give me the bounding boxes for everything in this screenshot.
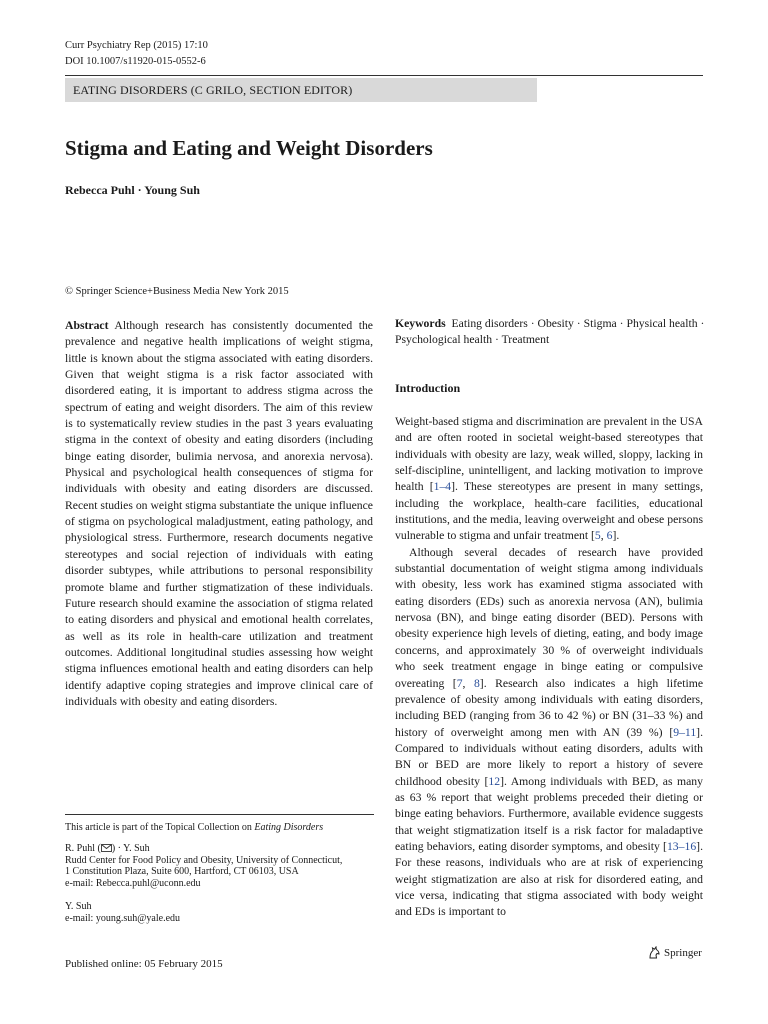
introduction-heading: Introduction xyxy=(395,381,461,395)
corresponding-authors: R. Puhl ( ) · Y. Suh xyxy=(65,843,150,854)
topical-collection-note: This article is part of the Topical Collection on Eating Disorders xyxy=(65,822,324,833)
published-date: Published online: 05 February 2015 xyxy=(65,958,223,970)
reference-link[interactable]: 13–16 xyxy=(666,839,697,853)
second-author-name: Y. Suh xyxy=(65,901,92,912)
keywords-text: Eating disorders · Obesity · Stigma · Physical health · Psychological health · Treatment xyxy=(395,317,705,346)
section-label: EATING DISORDERS (C GRILO, SECTION EDITOR) xyxy=(65,78,537,102)
reference-link[interactable]: 12 xyxy=(488,774,501,788)
footnote-rule xyxy=(65,814,374,815)
collection-name: Eating Disorders xyxy=(254,822,324,833)
springer-horse-icon xyxy=(648,946,661,959)
keywords-label: Keywords xyxy=(395,317,446,330)
springer-logo xyxy=(648,946,702,959)
correspondence xyxy=(65,843,375,889)
keywords xyxy=(395,316,705,347)
copyright-notice: © Springer Science+Business Media New York 2015 xyxy=(65,286,289,297)
journal-citation: Curr Psychiatry Rep (2015) 17:10 xyxy=(65,40,208,51)
email-suh[interactable]: e-mail: young.suh@yale.edu xyxy=(65,912,181,924)
springer-wordmark: Springer xyxy=(664,946,702,959)
affiliation-line-1: Rudd Center for Food Policy and Obesity, University of Connecticut, xyxy=(65,854,343,866)
reference-link[interactable]: 8 xyxy=(473,676,480,690)
abstract-label: Abstract xyxy=(65,319,109,332)
doi: DOI 10.1007/s11920-015-0552-6 xyxy=(65,56,206,67)
introduction-paragraph-2: Although several decades of research have provided substantial documentation of weight stigma among individuals with obesity, less work has examined stigma associated with eating disorders (EDs) such as anorexia nervosa (AN), bulimia nervosa (BN), and binge eating disorder (BED). Persons with obesity experience high levels of dieting, eating, and body image concerns, and approximately 30 % of overweight individuals who seek treatment engage in binge eating or compulsive overeating [7, 8]. Research also indicates a high lifetime prevalence of obesity among individuals with eating disorders, including BED (ranging from 36 to 42 %) or BN (31–33 %) and history of overweight among men with AN (39 %) [9–11]. Compared to individuals without eating disorders, adults with BN or BED are more likely to report a history of severe childhood obesity [12]. Among individuals with BED, as many as 63 % report that weight problems preceded their dieting or binge eating behaviors. Furthermore, available evidence suggests that weight stigmatization itself is a risk factor for maladaptive eating behaviors, eating disorder symptoms, and obesity [13–16]. For these reasons, individuals who are at risk of experiencing weight stigmatization are also at risk for disordered eating, and vice versa, indicating that stigma associated with body weight and EDs is important to xyxy=(395,545,704,919)
reference-link[interactable]: 1–4 xyxy=(433,480,452,494)
second-author-block xyxy=(65,901,375,924)
article-title: Stigma and Eating and Weight Disorders xyxy=(65,136,433,160)
article-authors: Rebecca Puhl · Young Suh xyxy=(65,183,200,197)
introduction-paragraph-1: Weight-based stigma and discrimination are prevalent in the USA and are often rooted in societal weight-based stereotypes that individuals with obesity are lazy, weak willed, sloppy, lacking in self-discipline, unintelligent, and lacking motivation to improve health [1–4]. These stereotypes are present in many settings, including the workplace, health-care facilities, educational institutions, and the media, leaving overweight and obese persons vulnerable to stigma and unfair treatment [5, 6]. xyxy=(395,415,704,543)
affiliation-line-2: 1 Constitution Plaza, Suite 600, Hartford, CT 06103, USA xyxy=(65,866,299,878)
header-rule xyxy=(65,75,703,76)
envelope-icon xyxy=(101,844,112,852)
abstract xyxy=(65,318,373,710)
reference-link[interactable]: 5 xyxy=(594,529,601,543)
reference-link[interactable]: 9–11 xyxy=(673,725,697,739)
abstract-text: Although research has consistently documented the prevalence and negative health implications of weight stigma, little is known about the stigma associated with eating disorders. Given that weight stigma is a risk factor associated with disordered eating, it is important to address stigma across the spectrum of eating and weight disorders. The aim of this review is to systematically review studies in the past 3 years evaluating stigma in the context of obesity and eating disorders (including binge eating disorder, bulimia nervosa, and anorexia nervosa). Physical and psychological health consequences of stigma for individuals with obesity and eating disorders are discussed. Recent studies on weight stigma substantiate the unique influence of stigma on psychological maladjustment, eating pathology, and physiological stress. Furthermore, research documents negative stereotypes and social rejection of individuals with eating disorder subtypes, while attributions to personal responsibility promote blame and further stigmatization of these individuals. Future research should examine the association of stigma related to eating disorders and physical and emotional health correlates, as well as its role in health-care utilization and treatment outcomes. Additional longitudinal studies assessing how weight stigma influences emotional health and eating disorders can help identify adaptive coping strategies and improve clinical care of individuals with obesity and eating disorders. xyxy=(65,319,373,708)
email-puhl[interactable]: e-mail: Rebecca.puhl@uconn.edu xyxy=(65,877,201,889)
reference-link[interactable]: 6 xyxy=(606,529,613,543)
reference-link[interactable]: 7 xyxy=(456,676,463,690)
introduction-body xyxy=(395,414,703,921)
